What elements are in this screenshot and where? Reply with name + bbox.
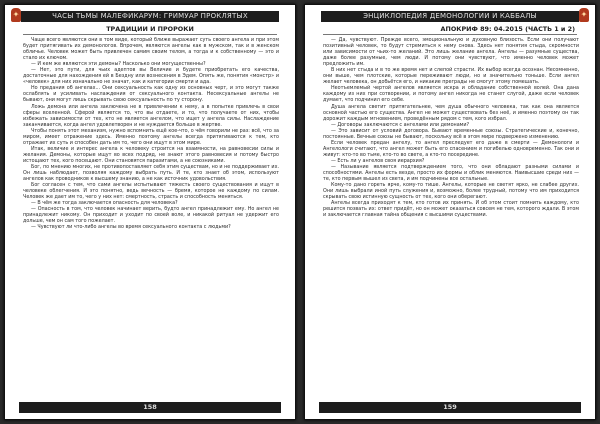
paragraph: Бог согласен с тем, что сами ангелы испытывают тяжесть своего существования и ищут в человеке облегчения. И это понятно, ведь вечность — бремя, которое не каждому по силам. Человек же дает им то, чего у них нет: смертность, страсть и способность меняться. — [23, 182, 279, 201]
paragraph: В них нет стыда и в то же время нет и слепой страсти. Их выбор всегда осознан. Несомненно, они выше, чем плотские, которые переживают люди, но и значительно тоньше. Если ангел желает человека, он добьётся его, и никакие преграды не смогут этому помешать. — [323, 67, 579, 86]
flame-emblem-icon: ✦ — [11, 8, 21, 22]
left-body-text — [23, 37, 279, 387]
paragraph: — Это зависит от условий договора. Бывают временные союзы. Стратегические и, конечно, постоянные. Вечные союзы не бывают, поскольку всё в этом мире подвержено изменению. — [323, 127, 579, 140]
paragraph: — Договоры заключаются с ангелами или демонами? — [331, 121, 470, 128]
left-page-number: 158 — [19, 402, 281, 413]
left-header-divider — [23, 34, 277, 35]
paragraph: — И кем же являются эти демоны? Насколько они могущественны? — [31, 61, 206, 68]
paragraph: — Да, чувствуют. Прежде всего, эмоциональную и духовную близость. Если они получают позитивный человек, то будут стремиться к нему снова. Здесь нет понятия стыда, скромности или зависимости от чьих-то желаний. Это лишь желание ангела. Ангелы — разумные существа, даже более разумные, чем люди. И потому они чувствуют, что именно человек может предложить им. — [323, 37, 579, 68]
paragraph: Ложь демона или ангела заключена не в привлечении к нему, а в попытке привлечь в свои сферы вселенной. Сферой является то, что вы отдаете, и то, что получаете от них, чтобы избежать зависимости от тех, кто не является ангелом, что ищет у ангела силы. Наслаждение заканчивается, когда ангел удовлетворен и не нуждается больше в жертве. — [23, 103, 279, 128]
paragraph: — Нет, это пути, для чьих адептов вы Величие и будете приобретать его качества, достаточные для нахождения ей в Бездну или вознесения в Эдем. Опять же, понятия «монстр» и «человек» для них изначально не значат, как и категории смерти и ада. — [23, 67, 279, 86]
paragraph: — В чём же тогда заключается опасность для человека? — [31, 200, 178, 207]
paragraph: Чаще всего являются они в том виде, который ближе выражает суть своего ангела и при этом будет притягивать их демонологов. Впрочем, являются ангелы как в мужском, так и в женском обличье. Человек может быть привлечен самим своим телом, а тогда и к собственному — это и стало их ключом. — [23, 37, 279, 62]
paragraph: Чтобы понять этот механизм, нужно вспомнить ещё кое-что, о чём говорили не раз: всё, что за миром, имеет отражение здесь. Именно поэтому ангелы всегда притягиваются к тем, кто отражает их суть и способен дать им то, чего они ищут в этом мире. — [23, 127, 279, 146]
paragraph: Итак, величие и интерес ангела к человеку строится на взаимности, на равновесии силы и желания. Демоны, которые ищут во всех подряд, не знают этого равновесия и потому быстро истощают тех, кого посещают. Они становятся паразитами, а не союзниками. — [23, 145, 279, 164]
right-page — [304, 4, 596, 420]
right-body-text — [323, 37, 579, 387]
paragraph: — Опасность в том, что человек начинает верить, будто ангел принадлежит ему. Но ангел не принадлежит никому. Он приходит и уходит по своей воле, и никакой ритуал не удержит его дольше, чем он сам того пожелает. — [23, 206, 279, 225]
paragraph: — Называние является подтверждением того, что они обладают разными силами и способностями. Ангелы есть везде, просто их формы и облик меняются. Наивысшие среди них — те, кто первым вышел из света, и им подчинены все остальные. — [323, 163, 579, 183]
paragraph: Но предания об ангелах... Они сексуальность как одну из основных черт, и это могут также ослаблять и усиливать наслаждения от сексуального контакта. Несексуальные ангелы не бывают, они могут лишь скрывать свою сексуальность по ту сторону. — [23, 85, 279, 104]
left-header-banner: ЧАСЫ ТЬМЫ МАЛЕФИКАРУМ: ГРИМУАР ПРОКЛЯТЫХ — [21, 11, 279, 22]
paragraph: Кому-то дано гореть ярче, кому-то тише. Ангелы, которые не светят ярко, не слабее других. Они лишь выбрали иной путь служения и, возможно, более трудный, потому что им приходится скрывать свою истинную сущность от тех, кого они оберегают. — [323, 182, 579, 201]
right-header-banner: ЭНЦИКЛОПЕДИЯ ДЕМОНОЛОГИИ И КАББАЛЫ — [321, 11, 579, 22]
left-page — [4, 4, 296, 420]
right-chapter-subtitle: АПОКРИФ 89: 04.2015 (ЧАСТЬ 1 и 2) — [440, 25, 575, 33]
paragraph: — Чувствуют ли что-либо ангелы во время сексуального контакта с людьми? — [31, 224, 231, 231]
flame-emblem-icon: ✦ — [579, 8, 589, 22]
paragraph: Бог, по мнению многих, не противопоставляет себя этим существам, но и не поддерживает их. Он лишь наблюдает, позволяя каждому выбрать путь. И те, кто знает об этом, используют ангелов как проводников к высшему знанию, а не как источник удовольствия. — [23, 163, 279, 183]
left-chapter-subtitle: ТРАДИЦИИ И ПРОРОКИ — [106, 25, 194, 33]
paragraph: Неотъемлемый чертой ангелов является искра и обладание собственной волей. Она дана каждому из них при сотворении, и потому ангел никогда не станет слугой, даже если человек думает, что подчинил его себе. — [323, 85, 579, 104]
paragraph: Если человек предан ангелу, то ангел преследует его даже в смерти — Демонологи и Ангелологи считают, что ангел может быть его спасением и погибелью одновременно. Так они и живут: кто-то во тьме, кто-то во свете, а кто-то посередине. — [323, 139, 579, 158]
right-page-number: 159 — [319, 402, 581, 413]
paragraph: Душа ангела светит притягательнее, чем душа обычного человека, так как она является основной частью его существа. Ангел не может существовать без неё, и именно поэтому он так дорожит каждым мгновением, проведённым рядом с тем, кого избрал. — [323, 103, 579, 122]
right-header-divider — [323, 34, 577, 35]
paragraph: — Есть ли у ангелов своя иерархия? — [331, 157, 425, 164]
paragraph: Ангелы всегда приходят к тем, кто готов их принять. И об этом стоит помнить каждому, кто решится позвать их: ответ придёт, но он может оказаться совсем не тем, которого ждали. В этом и заключается главная тайна общения с высшими существами. — [323, 200, 579, 219]
